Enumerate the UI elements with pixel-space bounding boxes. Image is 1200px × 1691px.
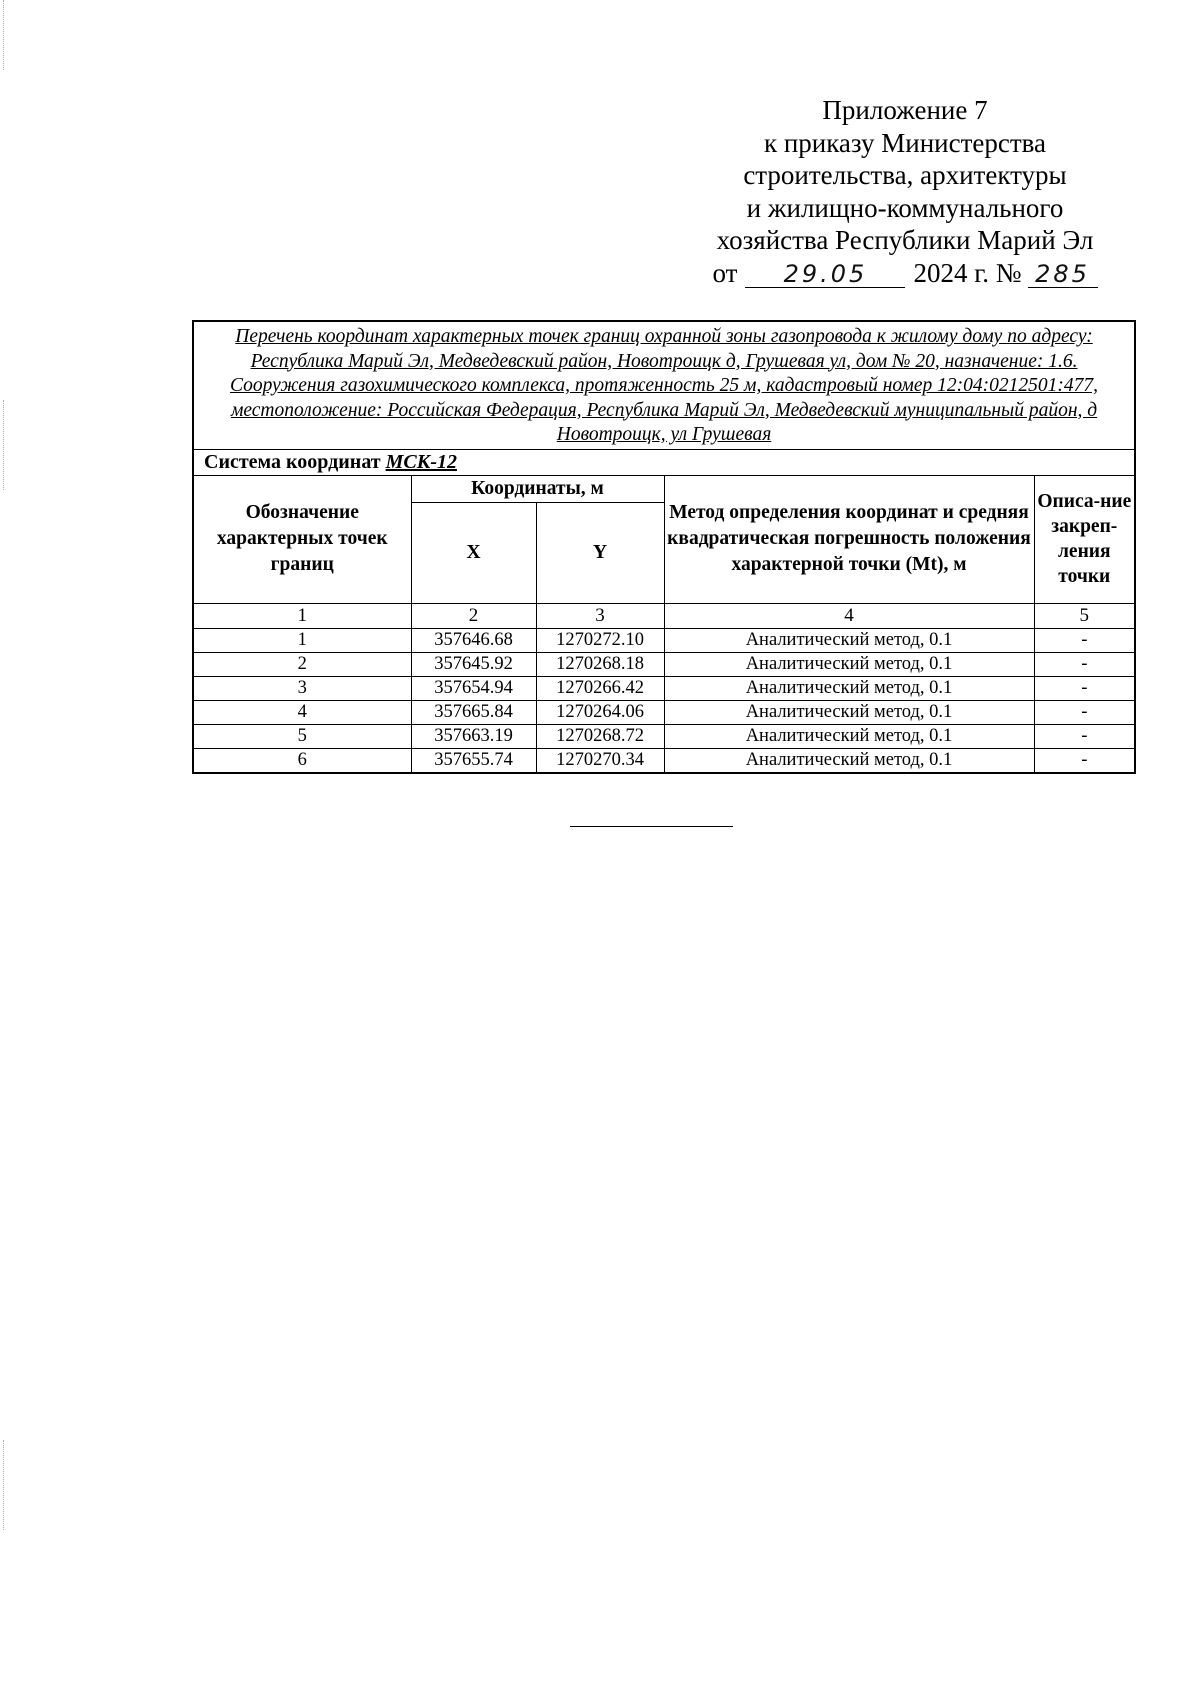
coord-x: 357663.19 bbox=[411, 724, 536, 748]
fixing-description: - bbox=[1034, 628, 1135, 652]
scan-margin-marks bbox=[3, 1440, 4, 1530]
point-id: 5 bbox=[193, 724, 411, 748]
coordinates-table bbox=[192, 320, 1136, 774]
table-row bbox=[193, 700, 1135, 724]
point-id: 1 bbox=[193, 628, 411, 652]
coord-x: 357665.84 bbox=[411, 700, 536, 724]
coordinate-system-row bbox=[193, 449, 1135, 475]
coord-y: 1270272.10 bbox=[536, 628, 664, 652]
column-number: 5 bbox=[1034, 603, 1135, 628]
method: Аналитический метод, 0.1 bbox=[664, 724, 1034, 748]
table-row bbox=[193, 652, 1135, 676]
fixing-description: - bbox=[1034, 748, 1135, 773]
coord-y: 1270268.18 bbox=[536, 652, 664, 676]
appendix-line: хозяйства Республики Марий Эл bbox=[716, 225, 1094, 255]
header-coordinates: Координаты, м bbox=[411, 475, 664, 502]
appendix-line: Приложение 7 bbox=[822, 95, 988, 125]
method: Аналитический метод, 0.1 bbox=[664, 652, 1034, 676]
method: Аналитический метод, 0.1 bbox=[664, 676, 1034, 700]
coord-x: 357645.92 bbox=[411, 652, 536, 676]
handwritten-date: 29.05 bbox=[745, 261, 905, 288]
coord-y: 1270266.42 bbox=[536, 676, 664, 700]
table-row bbox=[193, 748, 1135, 773]
coord-x: 357655.74 bbox=[411, 748, 536, 773]
date-prefix: от bbox=[712, 257, 738, 288]
fixing-description: - bbox=[1034, 652, 1135, 676]
fixing-description: - bbox=[1034, 700, 1135, 724]
header-x: X bbox=[411, 502, 536, 603]
coord-y: 1270264.06 bbox=[536, 700, 664, 724]
method: Аналитический метод, 0.1 bbox=[664, 748, 1034, 773]
point-id: 2 bbox=[193, 652, 411, 676]
method: Аналитический метод, 0.1 bbox=[664, 628, 1034, 652]
scan-margin-marks bbox=[3, 400, 4, 490]
table-row bbox=[193, 676, 1135, 700]
coordinate-system-name: МСК-12 bbox=[385, 450, 457, 473]
appendix-line: и жилищно-коммунального bbox=[746, 192, 1064, 223]
column-number: 3 bbox=[536, 603, 664, 628]
header-description: Описа-ние закреп-ления точки bbox=[1034, 475, 1135, 603]
coordinate-system-label: Система координат bbox=[204, 450, 381, 473]
header-designation: Обозначение характерных точек границ bbox=[193, 475, 411, 603]
point-id: 3 bbox=[193, 676, 411, 700]
column-number: 1 bbox=[193, 603, 411, 628]
scan-margin-marks bbox=[3, 0, 4, 70]
column-number: 4 bbox=[664, 603, 1034, 628]
coord-x: 357654.94 bbox=[411, 676, 536, 700]
appendix-line: к приказу Министерства bbox=[763, 127, 1047, 158]
point-id: 6 bbox=[193, 748, 411, 773]
coord-x: 357646.68 bbox=[411, 628, 536, 652]
coord-y: 1270270.34 bbox=[536, 748, 664, 773]
fixing-description: - bbox=[1034, 724, 1135, 748]
table-row bbox=[193, 628, 1135, 652]
point-id: 4 bbox=[193, 700, 411, 724]
header-y: Y bbox=[536, 502, 664, 603]
column-number: 2 bbox=[411, 603, 536, 628]
appendix-line: строительства, архитектуры bbox=[743, 160, 1067, 190]
method: Аналитический метод, 0.1 bbox=[664, 700, 1034, 724]
end-divider-line bbox=[570, 826, 733, 827]
year-and-number-label: 2024 г. № bbox=[913, 257, 1022, 288]
coord-y: 1270268.72 bbox=[536, 724, 664, 748]
column-number-row bbox=[193, 603, 1135, 628]
appendix-header bbox=[690, 94, 1120, 289]
fixing-description: - bbox=[1034, 676, 1135, 700]
header-method: Метод определения координат и средняя квадратическая погрешность положения характерной точки (Mt), м bbox=[664, 475, 1034, 603]
table-row bbox=[193, 724, 1135, 748]
table-caption: Перечень координат характерных точек границ охранной зоны газопровода к жилому дому по адресу: Республика Марий Эл, Медведевский район, Новотроицк д, Грушевая ул, дом № 20, назначение: 1.6. Сооружения газохимического комплекса, протяженность 25 м, кадастровый номер 12:04:0212501:477, местоположение: Российская Федерация, Республика Марий Эл, Медведевский муниципальный район, д Новотроицк, ул Грушевая bbox=[193, 321, 1135, 449]
order-date-line bbox=[690, 257, 1120, 290]
handwritten-order-number: 285 bbox=[1028, 261, 1098, 288]
